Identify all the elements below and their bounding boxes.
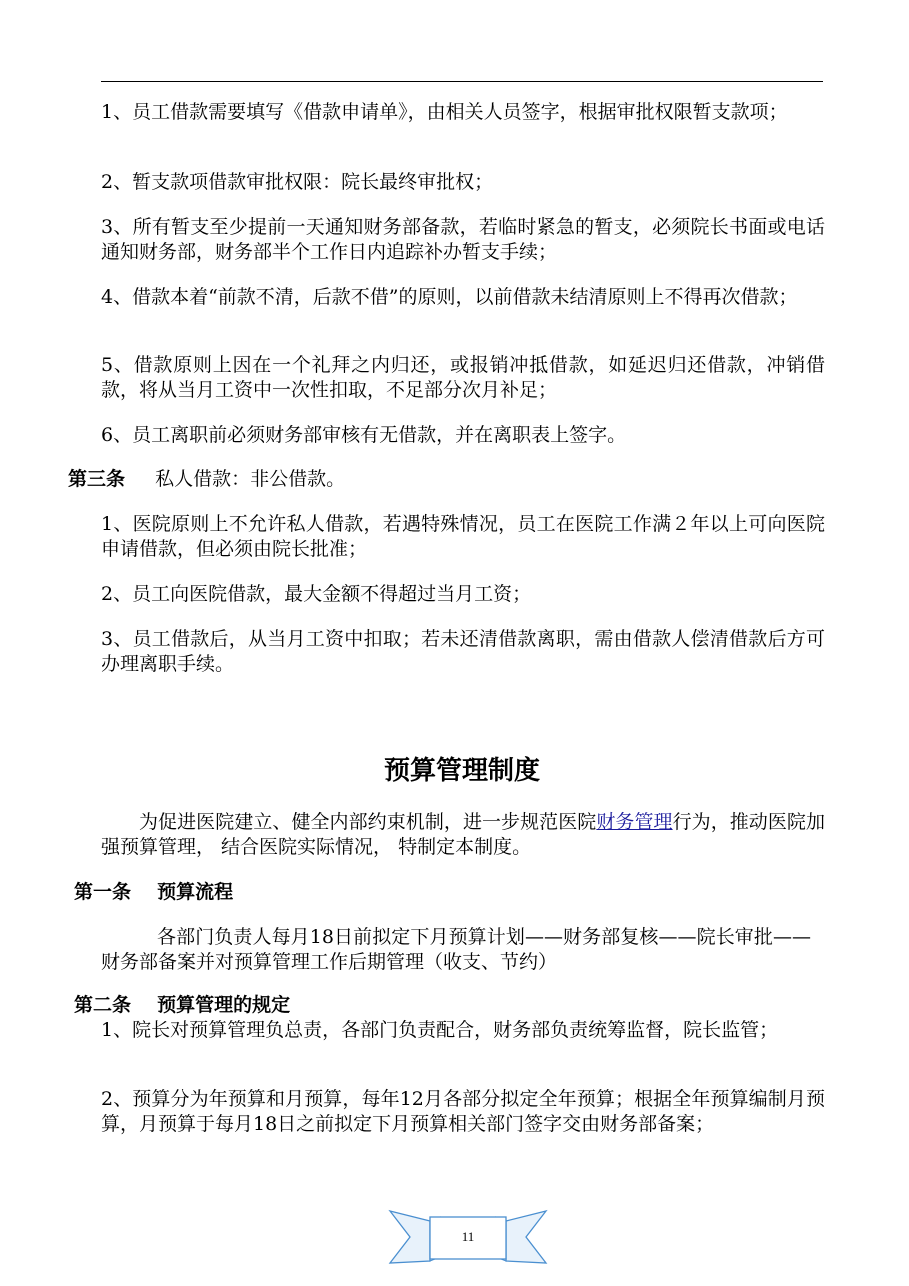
finance-management-link[interactable]: 财务管理 [596, 811, 673, 833]
loan-item-1: 1、员工借款需要填写《借款申请单》，由相关人员签字，根据审批权限暂支款项； [101, 101, 788, 123]
page-footer [388, 1207, 548, 1269]
budget-article2-title: 预算管理的规定 [157, 994, 291, 1016]
budget-process-text: 各部门负责人每月18日前拟定下月预算计划——财务部复核——院长审批——财务部备案并对预算管理工作后期管理（收支、节约） [101, 926, 811, 973]
loan-item-5: 5、借款原则上因在一个礼拜之内归还，或报销冲抵借款，如延迟归还借款，冲销借款，将从当月工资中一次性扣取，不足部分次月补足； [101, 354, 825, 401]
article3-label: 第三条 [68, 468, 126, 490]
budget-intro-after: 行为，推动医院加强预算管理， 结合医院实际情况， 特制定本制度。 [101, 811, 825, 858]
budget-intro [101, 810, 825, 860]
page-number: 11 [461, 1229, 475, 1244]
budget-article1-title: 预算流程 [157, 881, 234, 903]
loan-item-2: 2、暂支款项借款审批权限：院长最终审批权； [101, 171, 494, 193]
budget-rule-1: 1、院长对预算管理负总责，各部门负责配合，财务部负责统筹监督，院长监管； [101, 1019, 779, 1041]
private-loan-item-1: 1、医院原则上不允许私人借款，若遇特殊情况，员工在医院工作满２年以上可向医院申请借款，但必须由院长批准； [101, 513, 825, 560]
loan-item-4: 4、借款本着“前款不清，后款不借”的原则，以前借款未结清原则上不得再次借款； [101, 286, 798, 308]
budget-article1-heading [74, 880, 233, 905]
article3-heading [68, 467, 345, 492]
budget-title: 预算管理制度 [383, 756, 540, 786]
article3-text: 私人借款：非公借款。 [155, 468, 346, 490]
header-rule [101, 81, 823, 82]
budget-article2-label: 第二条 [74, 994, 132, 1016]
loan-item-6: 6、员工离职前必须财务部审核有无借款，并在离职表上签字。 [101, 424, 627, 446]
budget-article2-heading [74, 993, 290, 1018]
budget-rule-2: 2、预算分为年预算和月预算，每年12月各部分拟定全年预算；根据全年预算编制月预算，月预算于每月18日之前拟定下月预算相关部门签字交由财务部备案； [101, 1088, 825, 1135]
budget-article1-label: 第一条 [74, 881, 132, 903]
budget-intro-before: 为促进医院建立、健全内部约束机制，进一步规范医院 [139, 811, 597, 833]
private-loan-item-2: 2、员工向医院借款，最大金额不得超过当月工资； [101, 583, 532, 605]
private-loan-item-3: 3、员工借款后，从当月工资中扣取；若未还清借款离职，需由借款人偿清借款后方可办理离职手续。 [101, 628, 825, 675]
loan-item-3: 3、所有暂支至少提前一天通知财务部备款，若临时紧急的暂支，必须院长书面或电话通知财务部，财务部半个工作日内追踪补办暂支手续； [101, 216, 825, 263]
